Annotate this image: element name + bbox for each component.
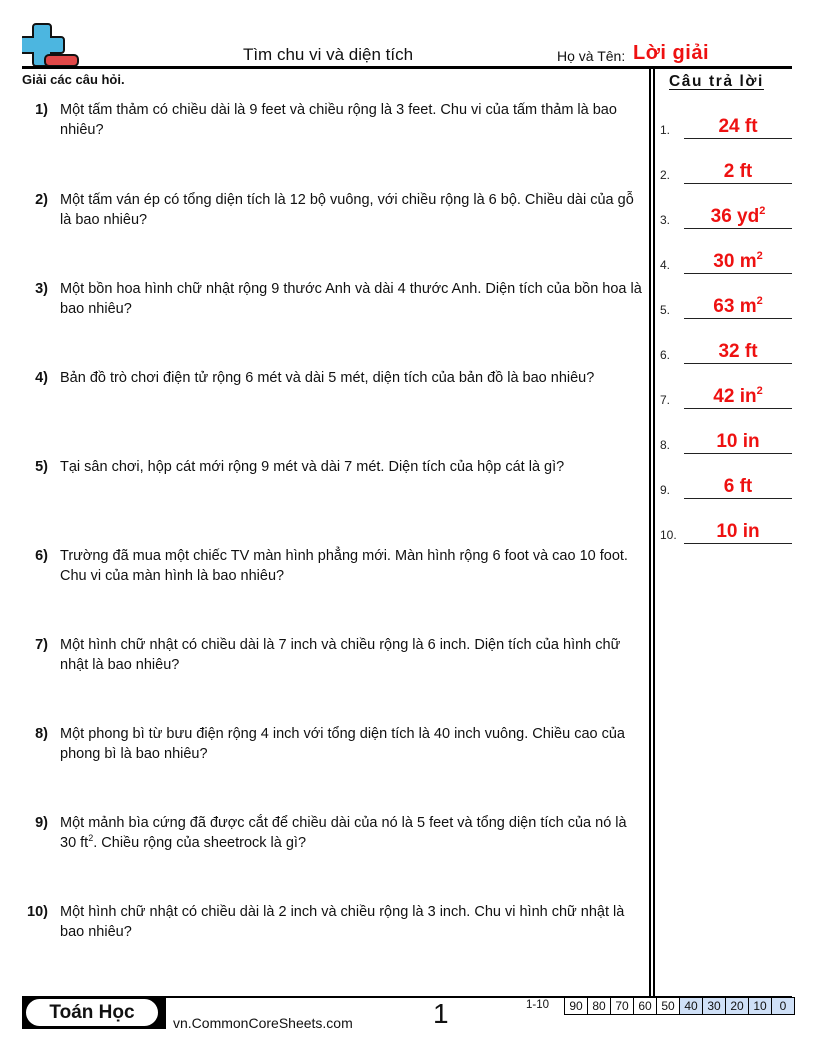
- answer-row: [660, 379, 795, 409]
- answer-value: 24 ft: [718, 116, 758, 137]
- answer-number: 10.: [660, 528, 677, 542]
- answer-value: 32 ft: [718, 341, 758, 362]
- question-number: 8): [35, 726, 48, 742]
- question-number: 10): [27, 904, 48, 920]
- score-cell: 20: [726, 998, 749, 1014]
- question-text: Bản đồ trò chơi điện tử rộng 6 mét và dài 5 mét, diện tích của bản đồ là bao nhiêu?: [60, 370, 595, 386]
- question-text: Một tấm ván ép có tổng diện tích là 12 bộ vuông, với chiều rộng là 6 bộ. Chiều dài của gỗ là bao nhiêu?: [60, 192, 634, 228]
- question-text: Một hình chữ nhật có chiều dài là 2 inch và chiều rộng là 3 inch. Chu vi hình chữ nhật là bao nhiêu?: [60, 904, 625, 940]
- answer-value: 42 $in^2$: [713, 385, 763, 407]
- score-cell: 60: [634, 998, 657, 1014]
- answer-row: [660, 424, 795, 454]
- question-number: 9): [35, 815, 48, 831]
- answer-number: 9.: [660, 483, 671, 497]
- answer-value: 10 in: [716, 521, 760, 542]
- answer-number: 5.: [660, 303, 671, 317]
- question-number: 7): [35, 637, 48, 653]
- answer-row: [660, 154, 795, 184]
- superscript: 2: [88, 833, 94, 843]
- question-text: Một tấm thảm có chiều dài là 9 feet và chiều rộng là 3 feet. Chu vi của tấm thảm là bao nhiêu?: [60, 102, 617, 138]
- answer-row: [660, 199, 795, 229]
- answer-value: 10 in: [716, 431, 760, 452]
- score-cell: 90: [565, 998, 588, 1014]
- answer-row: [660, 244, 795, 274]
- score-cell: 50: [657, 998, 680, 1014]
- name-value: Lời giải: [633, 42, 710, 64]
- answer-row: [660, 289, 795, 319]
- question-text: [60, 813, 645, 853]
- question-number: 3): [35, 281, 48, 297]
- score-table: [564, 997, 795, 1015]
- site-link[interactable]: vn.CommonCoreSheets.com: [173, 1015, 353, 1031]
- score-cell: 30: [703, 998, 726, 1014]
- column-divider: [653, 68, 655, 997]
- answer-number: 3.: [660, 213, 671, 227]
- question-text: Trường đã mua một chiếc TV màn hình phẳng mới. Màn hình rộng 6 foot và cao 10 foot. Chu vi của màn hình là bao nhiêu?: [60, 548, 628, 584]
- question-number: 5): [35, 459, 48, 475]
- score-cell: 0: [772, 998, 794, 1014]
- answer-number: 1.: [660, 123, 671, 137]
- answer-row: [660, 514, 795, 544]
- score-cell: 40: [680, 998, 703, 1014]
- question-text: Một hình chữ nhật có chiều dài là 7 inch và chiều rộng là 6 inch. Diện tích của hình chữ nhật là bao nhiêu?: [60, 637, 621, 673]
- question-number: 4): [35, 370, 48, 386]
- score-cell: 10: [749, 998, 772, 1014]
- answer-number: 2.: [660, 168, 671, 182]
- question-text: Tại sân chơi, hộp cát mới rộng 9 mét và dài 7 mét. Diện tích của hộp cát là gì?: [60, 459, 565, 475]
- answer-number: 4.: [660, 258, 671, 272]
- worksheet-title: Tìm chu vi và diện tích: [242, 45, 414, 64]
- answer-row: [660, 469, 795, 499]
- answer-number: 6.: [660, 348, 671, 362]
- answers-heading: Câu trả lời: [669, 73, 764, 90]
- answer-value: 30 $m^2$: [713, 250, 763, 272]
- question-text-part: Một mảnh bìa cứng đã được cắt để chiều dài của nó là 5 feet và tổng diện tích của nó là 30 ft: [60, 815, 627, 851]
- answer-number: 7.: [660, 393, 671, 407]
- name-label: Họ và Tên:: [557, 48, 626, 64]
- answer-value: 6 ft: [723, 476, 753, 497]
- answer-number: 8.: [660, 438, 671, 452]
- score-cell: 80: [588, 998, 611, 1014]
- answer-value: 36 $yd^2$: [710, 205, 766, 227]
- subject-badge: Toán Học: [26, 999, 158, 1026]
- answer-value: 63 $m^2$: [713, 295, 763, 317]
- header-divider: [22, 66, 792, 69]
- question-text: Một phong bì từ bưu điện rộng 4 inch với tổng diện tích là 40 inch vuông. Chiều cao của phong bì là bao nhiêu?: [60, 726, 625, 762]
- answer-row: [660, 109, 795, 139]
- question-number: 6): [35, 548, 48, 564]
- question-text-part: . Chiều rộng của sheetrock là gì?: [93, 835, 307, 851]
- column-divider: [649, 68, 651, 997]
- score-cell: 70: [611, 998, 634, 1014]
- question-text: Một bồn hoa hình chữ nhật rộng 9 thước Anh và dài 4 thước Anh. Diện tích của bồn hoa là bao nhiêu?: [60, 281, 642, 317]
- question-number: 2): [35, 192, 48, 208]
- answer-value: 2 ft: [723, 161, 753, 182]
- page-number: 1: [433, 998, 449, 1029]
- instructions: Giải các câu hỏi.: [22, 72, 125, 87]
- answer-row: [660, 334, 795, 364]
- score-range-label: 1-10: [526, 999, 550, 1011]
- question-number: 1): [35, 102, 48, 118]
